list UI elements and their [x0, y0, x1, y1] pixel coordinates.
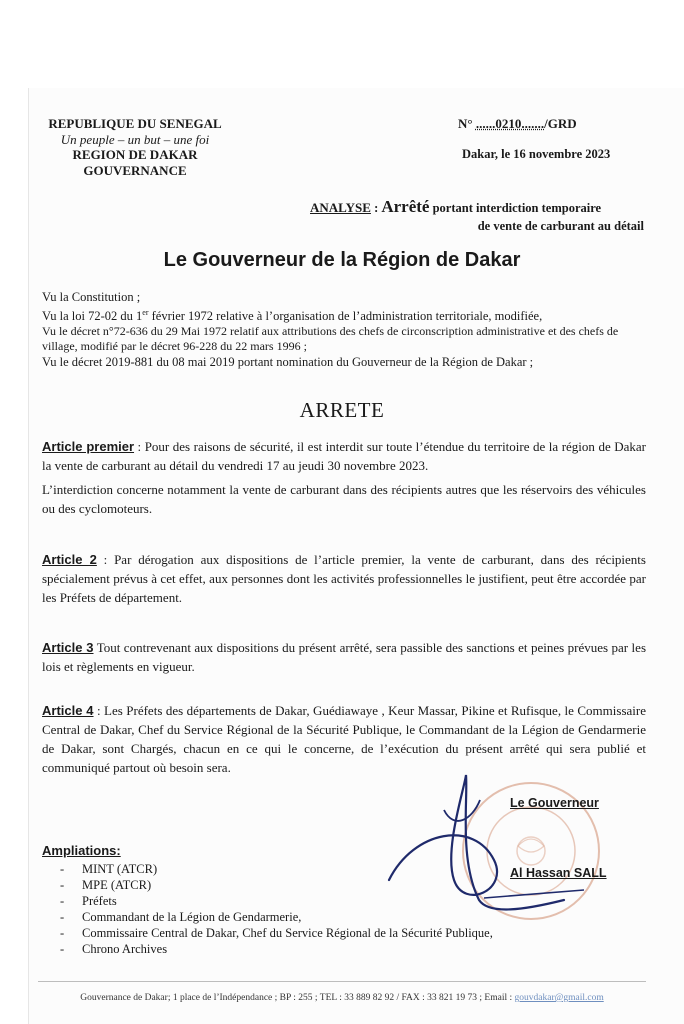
list-item: - Commandant de la Légion de Gendarmerie,	[60, 909, 493, 925]
visa-item: Vu le décret 2019-881 du 08 mai 2019 portant nomination du Gouverneur de la Région de Dakar ;	[42, 355, 534, 370]
article-separator: :	[96, 552, 115, 567]
signatory-name: Al Hassan SALL	[510, 866, 607, 880]
article-text: Les Préfets des départements de Dakar, Guédiawaye , Keur Massar, Pikine et Rufisque, le Commissaire Central de Dakar, Chef du Service Régional de la Sécurité Publique, le Commandant de la Légion de Gendarmerie de Dakar, sont Chargés, chacun en ce qui le concerne, de l’exécution du présent arrêté qui sera publié et communiqué partout où besoin sera.	[42, 703, 646, 775]
article-4	[42, 701, 646, 777]
analyse-line-2: de vente de carburant au détail	[477, 219, 644, 233]
article-2	[42, 550, 646, 607]
article-text: Par dérogation aux dispositions de l’article premier, la vente de carburant, dans des récipients spécialement prévus à cet effet, aux personnes dont les activités professionnelles le justifient, peut être accordée par les Préfets de département.	[42, 552, 646, 605]
visa-item: Vu la Constitution ;	[42, 290, 141, 304]
country-name: REPUBLIQUE DU SENEGAL	[48, 116, 222, 131]
reference-suffix: /GRD	[544, 116, 577, 131]
list-item: - MINT (ATCR)	[60, 861, 493, 877]
region-name: REGION DE DAKAR	[72, 147, 198, 162]
national-motto: Un peuple – un but – une foi	[60, 131, 210, 147]
signatory-role: Le Gouverneur	[510, 796, 599, 810]
footer-email-link[interactable]: gouvdakar@gmail.com	[514, 993, 604, 1003]
list-item: - Commissaire Central de Dakar, Chef du Service Régional de la Sécurité Publique,	[60, 925, 493, 941]
visa-item: Vu le décret n°72-636 du 29 Mai 1972 relatif aux attributions des chefs de circonscription administrative et des chefs de village, modifié par le décret 96-228 du 22 mars 1996 ;	[42, 324, 619, 354]
footer	[0, 993, 684, 1003]
reference-value: ......0210.......	[475, 116, 545, 131]
list-item: - MPE (ATCR)	[60, 877, 493, 893]
article-label: Article premier	[42, 439, 135, 454]
article-1-continued	[42, 480, 646, 518]
list-item: - Préfets	[60, 893, 493, 909]
footer-divider	[38, 981, 646, 982]
analyse-block	[310, 198, 648, 235]
analyse-separator: :	[370, 201, 382, 215]
article-label: Article 4	[42, 703, 94, 718]
article-label: Article 3	[42, 640, 94, 655]
list-item: - Chrono Archives	[60, 941, 493, 957]
article-separator: :	[93, 703, 105, 718]
article-text: L’interdiction concerne notamment la vente de carburant dans des récipients autres que les réservoirs des véhicules ou des cyclomoteurs.	[42, 482, 646, 516]
reference-number	[458, 116, 577, 132]
document-title: Le Gouverneur de la Région de Dakar	[163, 249, 521, 271]
article-1	[42, 437, 646, 475]
article-text: Pour des raisons de sécurité, il est interdit sur toute l’étendue du territoire de la région de Dakar la vente de carburant au détail du vendredi 17 au jeudi 30 novembre 2023.	[42, 439, 646, 473]
reference-prefix: N°	[458, 116, 473, 131]
visa-item: Vu la loi 72-02 du 1er février 1972 relative à l’organisation de l’administration territoriale, modifiée,	[42, 308, 543, 324]
ampliations-list	[60, 861, 493, 957]
visas-list	[42, 289, 648, 370]
letterhead	[40, 116, 230, 178]
office-name: GOUVERNANCE	[83, 162, 187, 178]
footer-address: Gouvernance de Dakar; 1 place de l’Indépendance ; BP : 255 ; TEL : 33 889 82 92 / FAX : 33 821 19 73 ; Email :	[80, 993, 515, 1003]
analyse-label: ANALYSE	[310, 200, 371, 215]
ampliations-title: Ampliations:	[42, 843, 121, 858]
article-text: Tout contrevenant aux dispositions du présent arrêté, sera passible des sanctions et peines prévues par les lois et règlements en vigueur.	[42, 640, 647, 674]
decision-heading: ARRETE	[299, 398, 385, 422]
article-label: Article 2	[42, 552, 97, 567]
article-separator: :	[134, 439, 145, 454]
document-date: Dakar, le 16 novembre 2023	[462, 147, 611, 161]
analyse-line-1: portant interdiction temporaire	[429, 201, 602, 215]
article-3	[42, 638, 646, 676]
analyse-type: Arrêté	[381, 197, 430, 216]
